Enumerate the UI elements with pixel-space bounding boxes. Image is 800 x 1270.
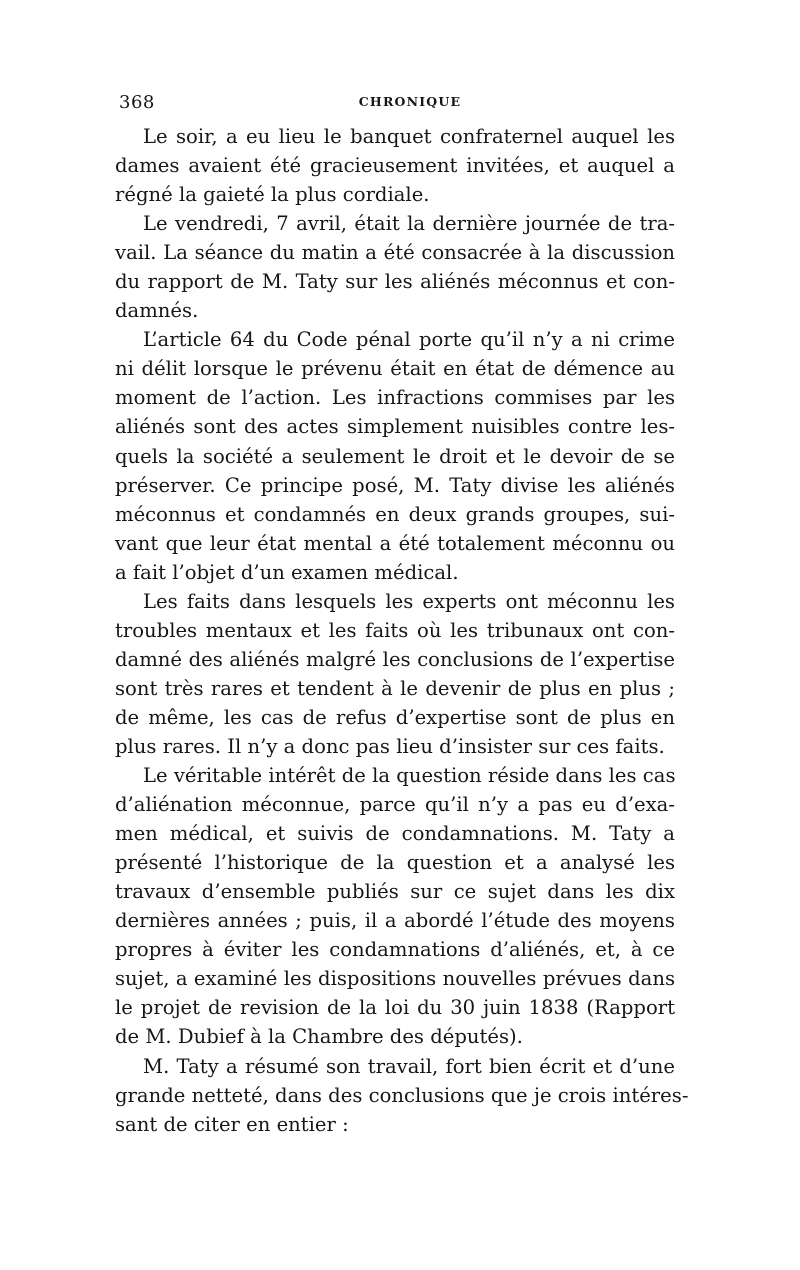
- page-number: 368: [119, 92, 155, 113]
- text-line: damné des aliénés malgré les conclusions de l’expertise: [115, 647, 675, 671]
- paragraph: [115, 761, 675, 1051]
- text-line: Le vendredi, 7 avril, était la dernière journée de tra-: [143, 212, 675, 236]
- paragraph: [115, 209, 675, 325]
- text-line: plus rares. Il n’y a donc pas lieu d’insister sur ces faits.: [115, 734, 665, 758]
- text-line: ni délit lorsque le prévenu était en état de démence au: [115, 357, 675, 381]
- text-line: vant que leur état mental a été totalement méconnu ou: [115, 531, 675, 555]
- text-line: du rapport de M. Taty sur les aliénés méconnus et con-: [115, 270, 675, 294]
- text-line: grande netteté, dans des conclusions que je crois intéres-: [115, 1083, 689, 1107]
- paragraph: [115, 1052, 689, 1139]
- book-page: [115, 82, 689, 1139]
- text-line: sant de citer en entier :: [115, 1112, 349, 1136]
- text-line: aliénés sont des actes simplement nuisibles contre les-: [115, 415, 675, 439]
- text-line: d’aliénation méconnue, parce qu’il n’y a pas eu d’exa-: [115, 793, 675, 817]
- paragraph: [115, 122, 675, 209]
- text-line: de même, les cas de refus d’expertise sont de plus en: [115, 705, 675, 729]
- text-line: présenté l’historique de la question et a analysé les: [115, 851, 675, 875]
- text-line: méconnus et condamnés en deux grands groupes, sui-: [115, 502, 675, 526]
- text-line: men médical, et suivis de condamnations. M. Taty a: [115, 822, 675, 846]
- text-line: propres à éviter les condamnations d’aliénés, et, à ce: [115, 938, 675, 962]
- text-line: le projet de revision de la loi du 30 juin 1838 (Rapport: [115, 996, 675, 1020]
- text-line: de M. Dubief à la Chambre des députés).: [115, 1025, 523, 1049]
- text-line: Le véritable intérêt de la question réside dans les cas: [143, 764, 676, 788]
- text-line: Les faits dans lesquels les experts ont méconnu les: [143, 589, 675, 613]
- body-text: [115, 122, 689, 1139]
- paragraph: [115, 587, 675, 761]
- paragraph: [115, 325, 675, 586]
- text-line: quels la société a seulement le droit et le devoir de se: [115, 444, 675, 468]
- page-header: [115, 82, 675, 116]
- text-line: moment de l’action. Les infractions commises par les: [115, 386, 675, 410]
- text-line: M. Taty a résumé son travail, fort bien écrit et d’une: [143, 1054, 675, 1078]
- text-line: dernières années ; puis, il a abordé l’étude des moyens: [115, 909, 675, 933]
- running-title: CHRONIQUE: [358, 94, 462, 109]
- text-line: dames avaient été gracieusement invitées, et auquel a: [115, 154, 675, 178]
- text-line: sujet, a examiné les dispositions nouvelles prévues dans: [115, 967, 675, 991]
- text-line: travaux d’ensemble publiés sur ce sujet dans les dix: [115, 880, 675, 904]
- text-line: sont très rares et tendent à le devenir de plus en plus ;: [115, 676, 675, 700]
- text-line: damnés.: [115, 299, 199, 323]
- text-line: préserver. Ce principe posé, M. Taty divise les aliénés: [115, 473, 675, 497]
- text-line: a fait l’objet d’un examen médical.: [115, 560, 459, 584]
- text-line: Le soir, a eu lieu le banquet confraternel auquel les: [143, 125, 675, 148]
- text-line: vail. La séance du matin a été consacrée à la discussion: [115, 241, 675, 265]
- text-line: troubles mentaux et les faits où les tribunaux ont con-: [115, 618, 675, 642]
- text-line: L’article 64 du Code pénal porte qu’il n’y a ni crime: [143, 328, 675, 352]
- text-line: régné la gaieté la plus cordiale.: [115, 183, 430, 207]
